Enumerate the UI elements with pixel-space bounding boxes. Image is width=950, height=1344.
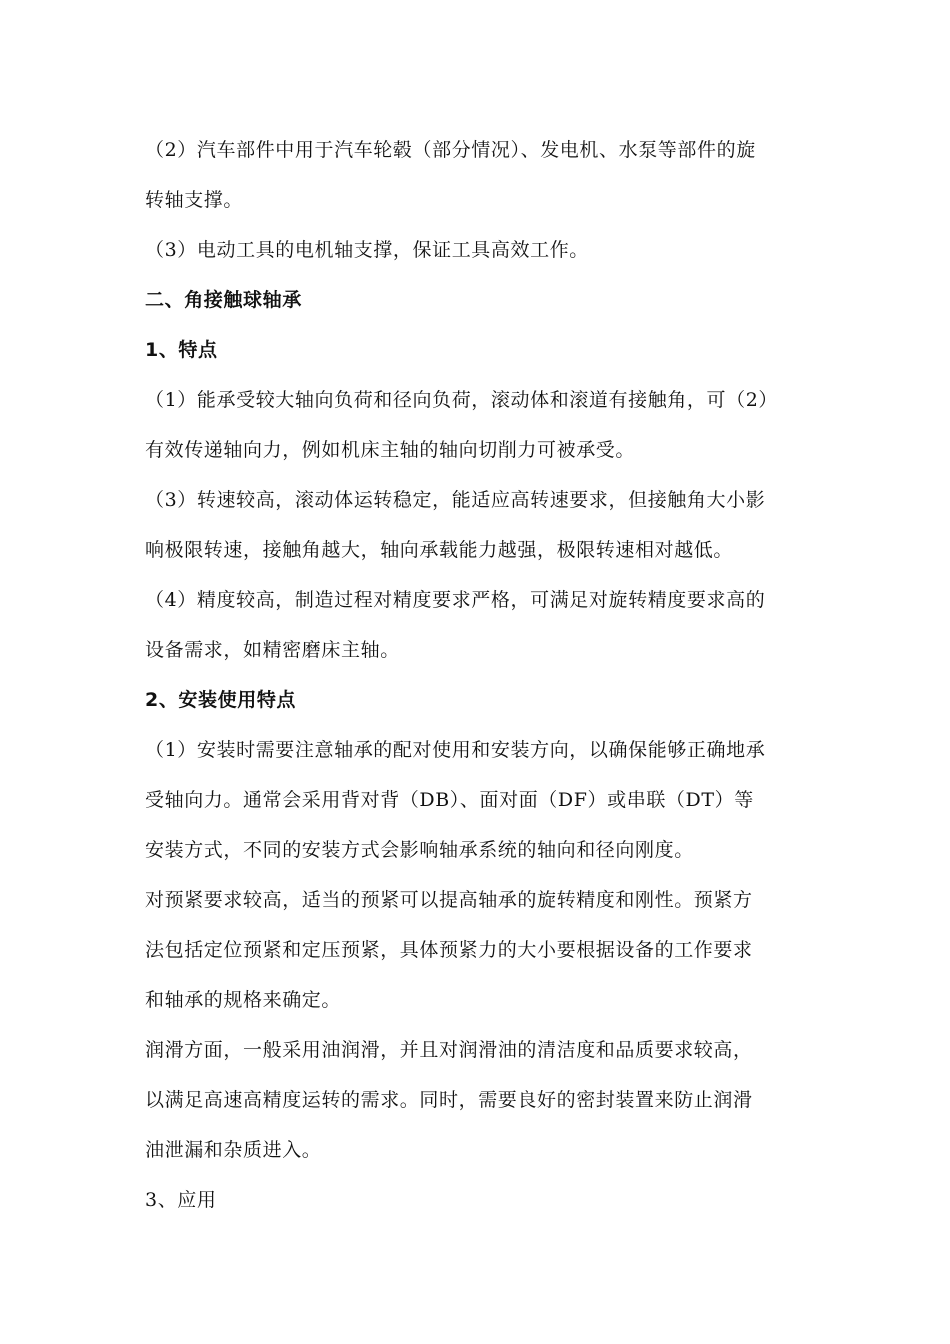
paragraph-line: （4）精度较高，制造过程对精度要求严格，可满足对旋转精度要求高的 xyxy=(145,589,766,611)
section-heading: 二、角接触球轴承 xyxy=(145,289,302,311)
subsection-heading: 2、安装使用特点 xyxy=(145,689,297,711)
paragraph-line: （1）安装时需要注意轴承的配对使用和安装方向，以确保能够正确地承 xyxy=(145,739,766,761)
subsection-heading: 1、特点 xyxy=(145,339,218,361)
paragraph-line: 对预紧要求较高，适当的预紧可以提高轴承的旋转精度和刚性。预紧方 xyxy=(145,889,753,911)
paragraph-line: 以满足高速高精度运转的需求。同时，需要良好的密封装置来防止润滑 xyxy=(145,1089,753,1111)
paragraph-line: 受轴向力。通常会采用背对背（DB）、面对面（DF）或串联（DT）等 xyxy=(145,789,754,811)
paragraph-line: 安装方式，不同的安装方式会影响轴承系统的轴向和径向刚度。 xyxy=(145,839,694,861)
paragraph-line: 油泄漏和杂质进入。 xyxy=(145,1139,322,1161)
paragraph-line: 和轴承的规格来确定。 xyxy=(145,989,342,1011)
subsection-heading: 3、应用 xyxy=(145,1189,217,1211)
paragraph-line: （1）能承受较大轴向负荷和径向负荷，滚动体和滚道有接触角，可（2） xyxy=(145,389,778,411)
paragraph-line: 响极限转速，接触角越大，轴向承载能力越强，极限转速相对越低。 xyxy=(145,539,734,561)
paragraph-line: （3）电动工具的电机轴支撑，保证工具高效工作。 xyxy=(145,239,589,261)
paragraph-line: 润滑方面，一般采用油润滑，并且对润滑油的清洁度和品质要求较高， xyxy=(145,1039,753,1061)
paragraph-line: 法包括定位预紧和定压预紧，具体预紧力的大小要根据设备的工作要求 xyxy=(145,939,753,961)
paragraph-line: （3）转速较高，滚动体运转稳定，能适应高转速要求，但接触角大小影 xyxy=(145,489,766,511)
paragraph-line: （2）汽车部件中用于汽车轮毂（部分情况）、发电机、水泵等部件的旋 xyxy=(145,139,756,161)
paragraph-line: 有效传递轴向力，例如机床主轴的轴向切削力可被承受。 xyxy=(145,439,636,461)
paragraph-line: 转轴支撑。 xyxy=(145,189,244,211)
paragraph-line: 设备需求，如精密磨床主轴。 xyxy=(145,639,400,661)
